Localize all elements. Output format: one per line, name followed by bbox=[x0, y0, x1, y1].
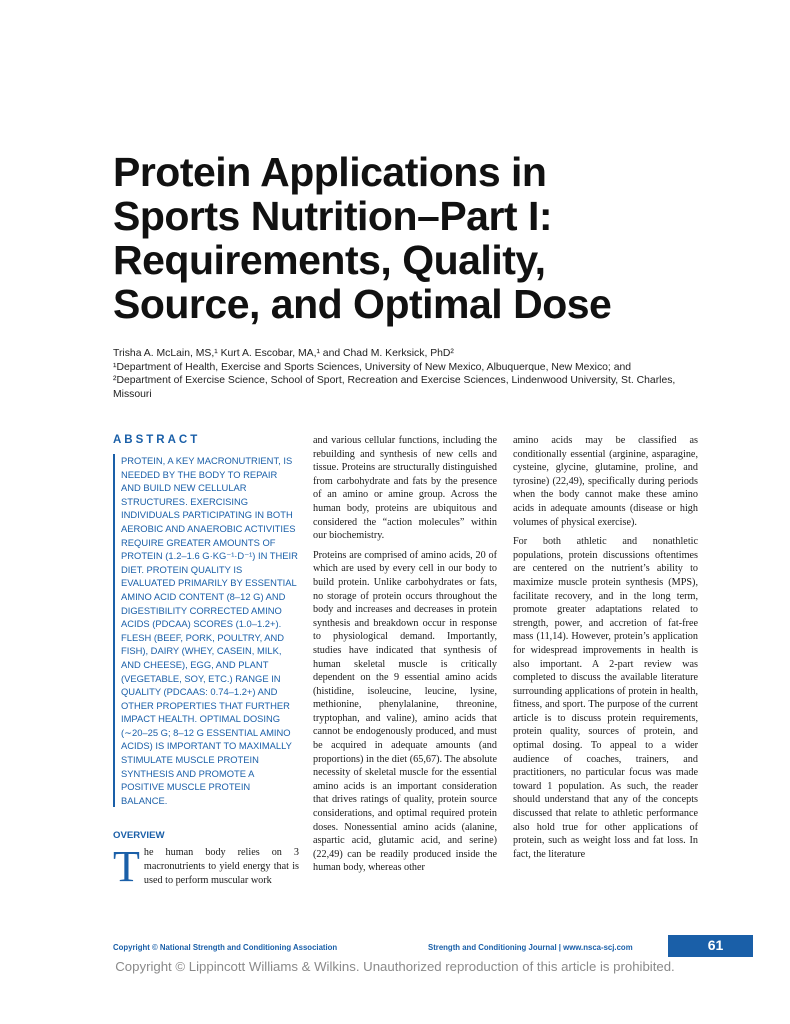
footer-journal: Strength and Conditioning Journal | www.nsca-scj.com bbox=[428, 943, 633, 952]
overview-text bbox=[113, 842, 299, 892]
footer-copyright: Copyright © National Strength and Conditioning Association bbox=[113, 943, 338, 952]
title-line: Source, and Optimal Dose bbox=[113, 281, 612, 327]
abstract-heading: ABSTRACT bbox=[113, 434, 201, 446]
affiliation-1: ¹Department of Health, Exercise and Sports Sciences, University of New Mexico, Albuquerque, New Mexico; and bbox=[113, 361, 632, 373]
author-block bbox=[113, 347, 713, 401]
abstract-column bbox=[113, 434, 299, 892]
page-footer bbox=[113, 937, 753, 958]
paragraph: Proteins are comprised of amino acids, 20 of which are used by every cell in our body to build protein. Unlike carbohydrates or fats, no storage of protein occurs throughout the body and increases and decreases in protein synthesis and breakdown occur in response to physiological demand. Importantly, studies have indicated that synthesis of human skeletal muscle is critically dependent on the 9 essential amino acids (histidine, isoleucine, leucine, lysine, methionine, phenylalanine, threonine, tryptophan, and valine), amino acids that cannot be endogenously produced, and must be acquired in adequate amounts (and proportions) in the diet (65,67). The absolute necessity of skeletal muscle for the essential amino acids is an important consideration that drives ratings of quality, protein source considerations, and optimal required protein doses. Nonessential amino acids (alanine, aspartic acid, glutamic acid, and serine) (22,49) can be readily produced inside the human body, whereas other bbox=[313, 549, 497, 874]
page-number: 61 bbox=[707, 937, 724, 953]
paragraph: and various cellular functions, including the rebuilding and synthesis of new cells and tissue. Proteins are structurally distinguished from carbohydrate and fats by the presence of an amino or amine group. Across the human body, proteins are ubiquitous and considered the “action molecules” within our biochemistry. bbox=[313, 435, 497, 542]
author-names: Trisha A. McLain, MS,¹ Kurt A. Escobar, MA,¹ and Chad M. Kerksick, PhD² bbox=[113, 348, 454, 359]
article-title bbox=[113, 150, 753, 326]
affiliation-2: ²Department of Exercise Science, School of Sport, Recreation and Exercise Sciences, Lindenwood University, St. Charles, Missouri bbox=[113, 375, 676, 400]
paragraph: For both athletic and nonathletic populations, protein discussions oftentimes are centered on the nutrient’s ability to maximize muscle protein synthesis (MPS), facilitate recovery, and in the long term, promote greater adaptations related to strength, power, and accretion of fat-free mass (11,14). However, protein’s application for widespread improvements in health is also important. A 2-part review was completed to discuss the available literature surrounding applications of protein in health, fitness, and sport. The purpose of the current article is to discuss protein requirements, protein quality, sources of protein, and optimal dosing. To appeal to a wider audience of coaches, trainers, and practitioners, no particular focus was made toward 1 population. As such, the reader should understand that any of the concepts discussed that relate to athletic performance also hold true for other applications of protein, such as weight loss and fat loss. In fact, the literature bbox=[513, 536, 698, 860]
title-line: Sports Nutrition–Part I: bbox=[113, 193, 553, 239]
body-column-2 bbox=[313, 434, 497, 881]
title-line: Protein Applications in bbox=[113, 149, 547, 195]
overview-paragraph: he human body relies on 3 macronutrients to yield energy that is used to perform muscular work bbox=[143, 847, 299, 886]
drop-cap: T bbox=[113, 842, 140, 892]
body-column-3 bbox=[513, 434, 698, 867]
copyright-notice: Copyright © Lippincott Williams & Wilkins. Unauthorized reproduction of this article is prohibited. bbox=[115, 959, 675, 974]
paragraph: amino acids may be classified as conditionally essential (arginine, asparagine, cysteine, glycine, glutamine, proline, and tyrosine) (22,49), specifically during periods when the body cannot make these amino acids in adequate amounts (disease or high volumes of physical exercise). bbox=[513, 435, 698, 528]
abstract-body: PROTEIN, A KEY MACRONUTRIENT, IS NEEDED BY THE BODY TO REPAIR AND BUILD NEW CELLULAR STRUCTURES. EXERCISING INDIVIDUALS PARTICIPATING IN BOTH AEROBIC AND ANAEROBIC ACTIVITIES REQUIRE GREATER AMOUNTS OF PROTEIN (1.2–1.6 G·KG⁻¹·D⁻¹) IN THEIR DIET. PROTEIN QUALITY IS EVALUATED PRIMARILY BY ESSENTIAL AMINO ACID CONTENT (8–12 G) AND DIGESTIBILITY CORRECTED AMINO ACIDS (PDCAA) SCORES (1.0–1.2+). FLESH (BEEF, PORK, POULTRY, AND FISH), DAIRY (WHEY, CASEIN, MILK, AND CHEESE), EGG, AND PLANT (VEGETABLE, SOY, ETC.) RANGE IN QUALITY (PDCAAS: 0.74–1.2+) AND OTHER PROPERTIES THAT FURTHER IMPACT HEALTH. OPTIMAL DOSING (∼20–25 G; 8–12 G ESSENTIAL AMINO ACIDS) IS IMPORTANT TO MAXIMALLY STIMULATE MUSCLE PROTEIN SYNTHESIS AND PROMOTE A POSITIVE MUSCLE PROTEIN BALANCE. bbox=[113, 454, 299, 807]
page-number-box bbox=[668, 935, 753, 957]
title-line: Requirements, Quality, bbox=[113, 237, 546, 283]
overview-heading: OVERVIEW bbox=[113, 830, 165, 842]
